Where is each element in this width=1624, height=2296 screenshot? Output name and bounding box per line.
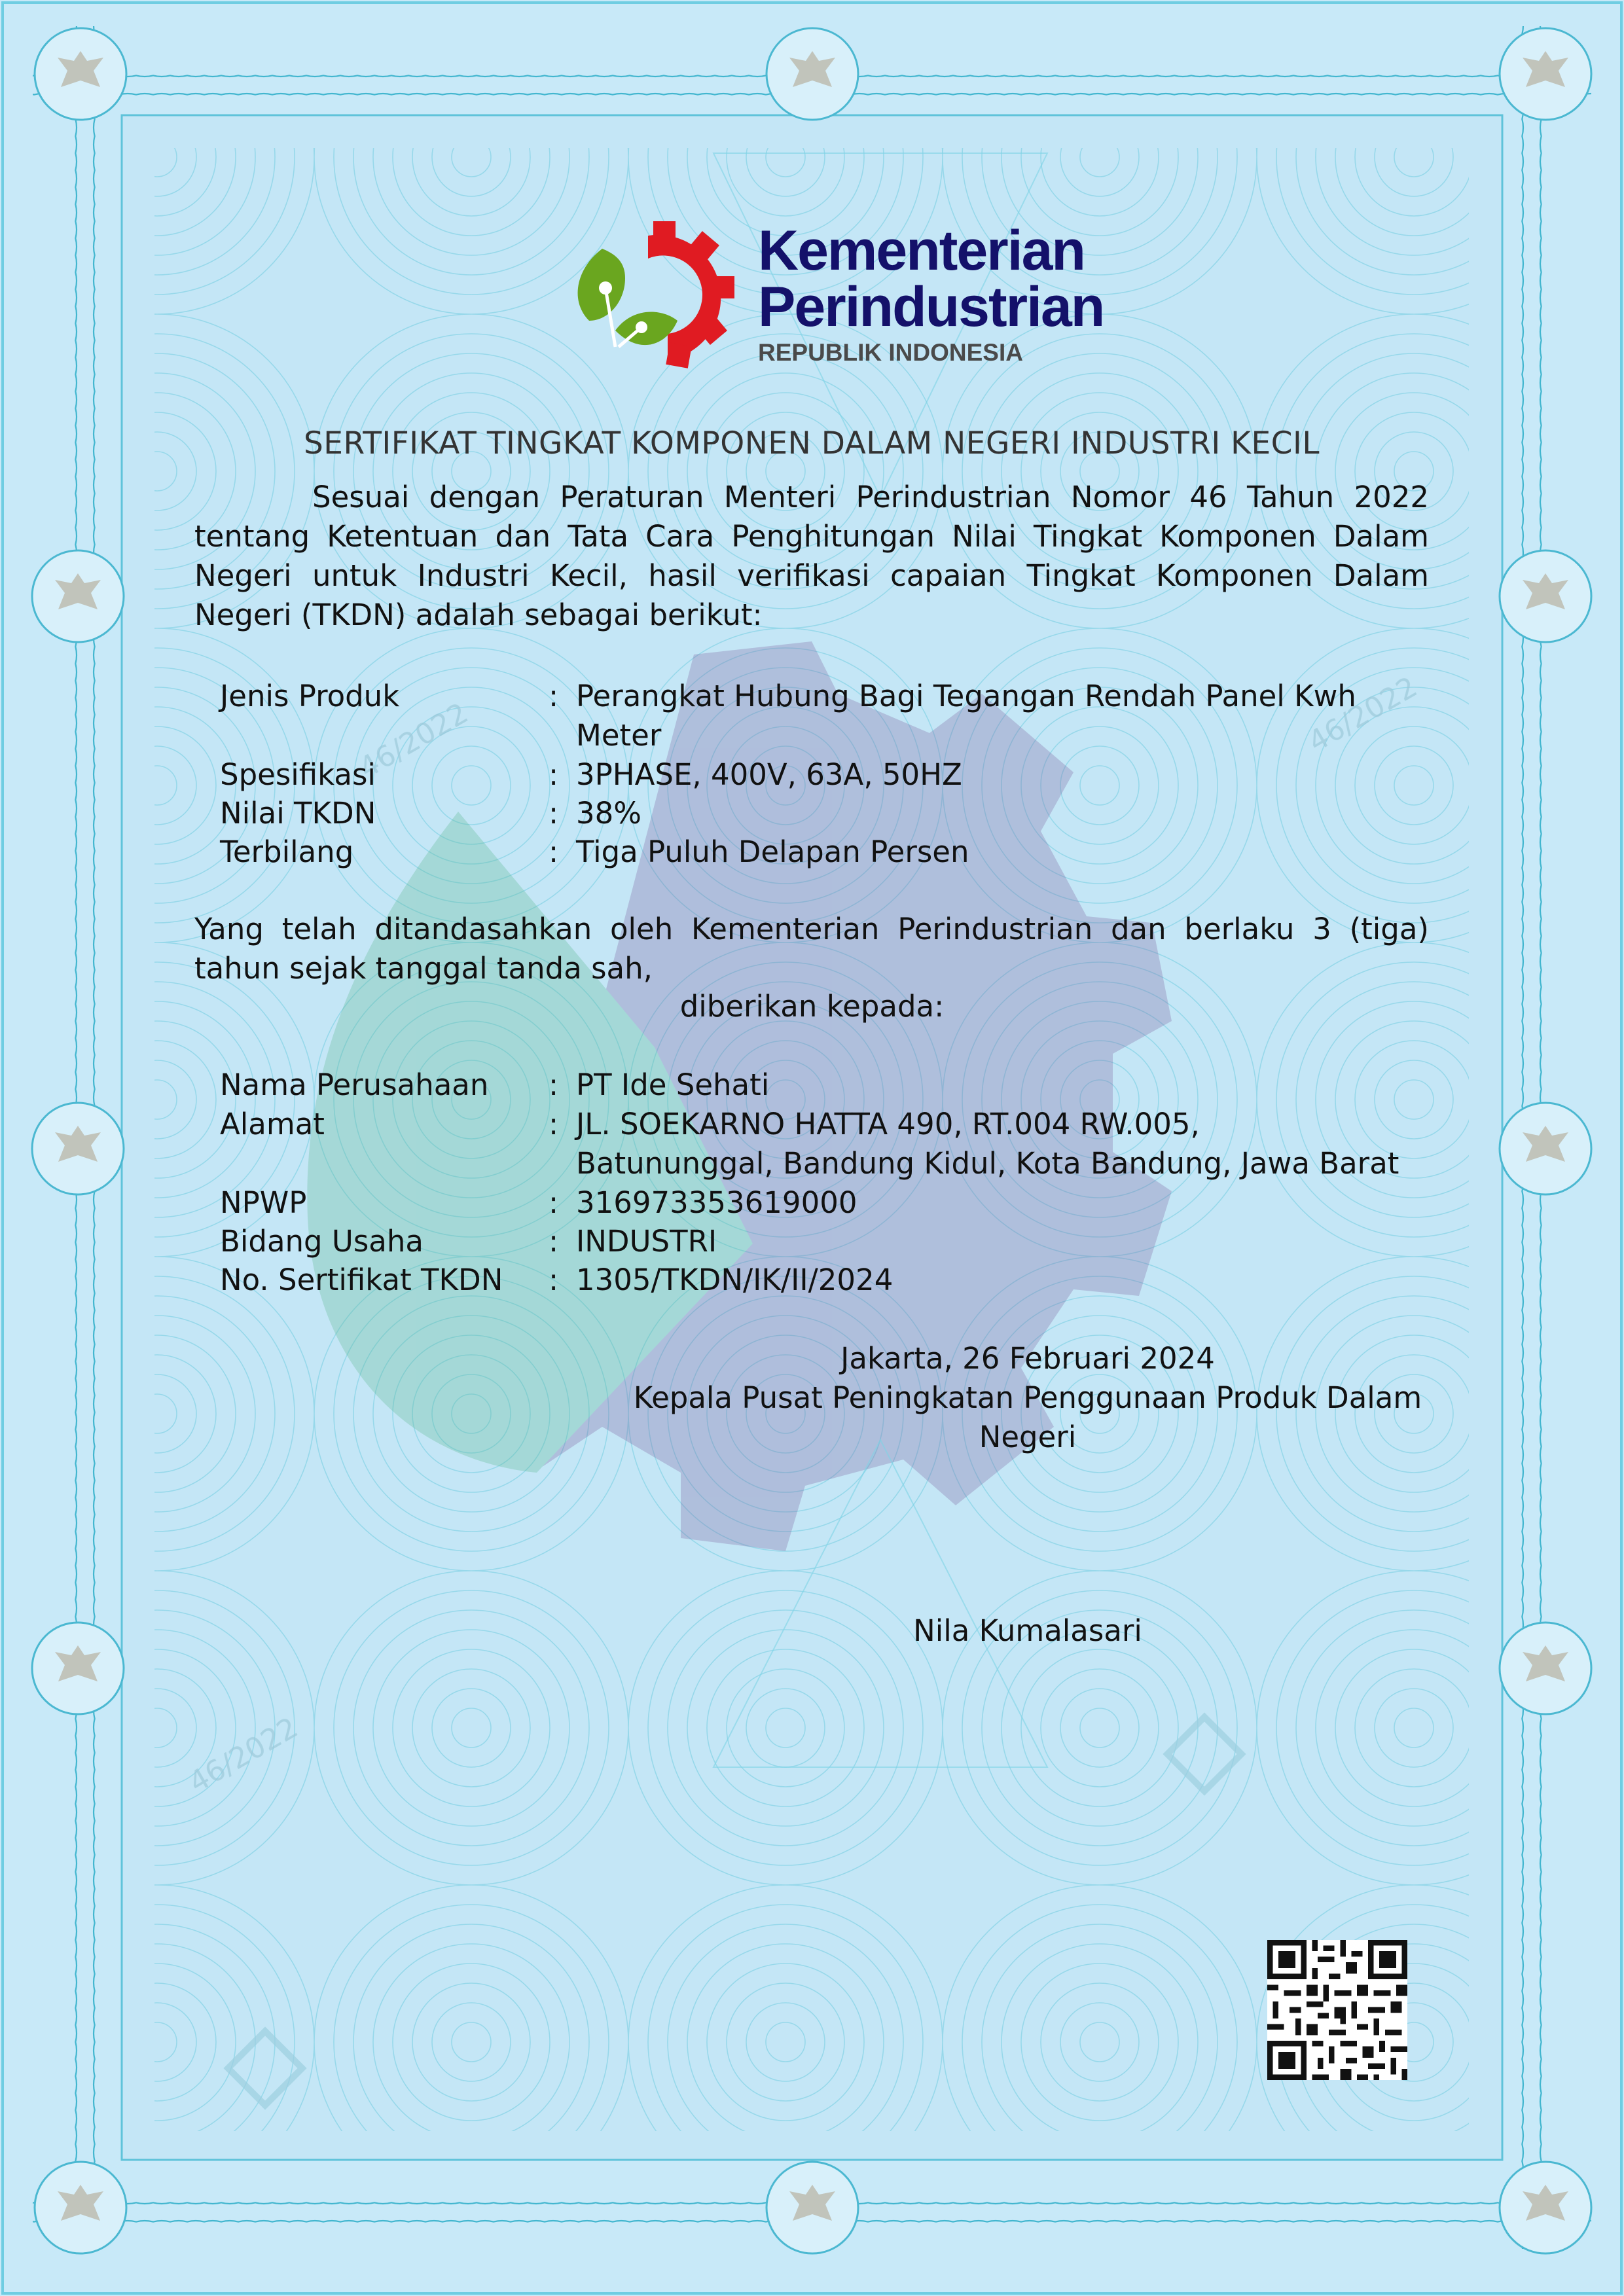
position-line-2: Negeri (979, 1420, 1077, 1454)
nama-perusahaan-label: Nama Perusahaan (220, 1067, 489, 1102)
garuda-emblem-icon (31, 2159, 130, 2257)
nama-perusahaan-value: PT Ide Sehati (576, 1067, 770, 1102)
no-sertifikat-value: 1305/TKDN/IK/II/2024 (576, 1263, 893, 1297)
alamat-label: Alamat (220, 1107, 325, 1141)
ministry-logo (569, 216, 1104, 380)
colon: : (549, 834, 559, 869)
npwp-value: 316973353619000 (576, 1185, 857, 1220)
colon: : (549, 757, 559, 792)
gear-leaf-logo-icon (569, 216, 746, 380)
garuda-emblem-icon (763, 25, 861, 123)
garuda-emblem-icon (29, 547, 127, 645)
garuda-emblem-icon (1496, 2159, 1595, 2257)
qr-code-icon (1267, 1940, 1407, 2080)
colon: : (549, 1185, 559, 1220)
colon: : (549, 1263, 559, 1297)
intro-paragraph: Sesuai dengan Peraturan Menteri Perindustrian Nomor 46 Tahun 2022 tentang Ketentuan dan Tata Cara Penghitungan Nilai Tingkat Komponen Dalam Negeri untuk Industri Kecil, hasil verifikasi capaian Tingkat Komponen Dalam Negeri (TKDN) adalah sebagai berikut: (194, 480, 1429, 632)
given-to-text: diberikan kepada: (679, 989, 945, 1024)
garuda-emblem-icon (1496, 25, 1595, 123)
terbilang-label: Terbilang (220, 834, 354, 869)
garuda-emblem-icon (31, 25, 130, 123)
alamat-line-2: Batununggal, Bandung Kidul, Kota Bandung, Jawa Barat (576, 1146, 1399, 1181)
garuda-emblem-icon (1496, 1100, 1595, 1198)
signer-name: Nila Kumalasari (913, 1613, 1142, 1648)
logo-line-2: Perindustrian (758, 276, 1104, 338)
terbilang-value: Tiga Puluh Delapan Persen (576, 834, 969, 869)
certificate-title: SERTIFIKAT TINGKAT KOMPONEN DALAM NEGERI INDUSTRI KECIL (303, 425, 1320, 461)
jenis-produk-value: Perangkat Hubung Bagi Tegangan Rendah Panel Kwh Meter (576, 679, 1356, 753)
npwp-label: NPWP (220, 1185, 307, 1220)
logo-line-3: REPUBLIK INDONESIA (758, 339, 1023, 366)
garuda-emblem-icon (763, 2159, 861, 2257)
colon: : (549, 796, 559, 831)
colon: : (549, 679, 559, 713)
garuda-emblem-icon (29, 1619, 127, 1717)
place-date: Jakarta, 26 Februari 2024 (840, 1341, 1215, 1376)
alamat-line-1: JL. SOEKARNO HATTA 490, RT.004 RW.005, (576, 1107, 1200, 1141)
colon: : (549, 1224, 559, 1259)
nilai-tkdn-value: 38% (576, 796, 642, 831)
garuda-emblem-icon (1496, 1619, 1595, 1717)
svg-text:46/2022: 46/2022 (353, 696, 474, 785)
svg-text:46/2022: 46/2022 (1303, 670, 1423, 759)
nilai-tkdn-label: Nilai TKDN (220, 796, 376, 831)
validity-paragraph: Yang telah ditandasahkan oleh Kementerian Perindustrian dan berlaku 3 (tiga) tahun sejak tanggal tanda sah, (194, 912, 1429, 986)
bidang-usaha-value: INDUSTRI (576, 1224, 717, 1259)
garuda-emblem-icon (29, 1100, 127, 1198)
spesifikasi-label: Spesifikasi (220, 757, 376, 792)
jenis-produk-label: Jenis Produk (220, 679, 400, 713)
bidang-usaha-label: Bidang Usaha (220, 1224, 424, 1259)
spesifikasi-value: 3PHASE, 400V, 63A, 50HZ (576, 757, 962, 792)
svg-text:46/2022: 46/2022 (183, 1710, 304, 1800)
colon: : (549, 1067, 559, 1102)
logo-line-1: Kementerian (758, 219, 1085, 282)
position-line-1: Kepala Pusat Peningkatan Penggunaan Produk Dalam (633, 1380, 1422, 1415)
no-sertifikat-label: No. Sertifikat TKDN (220, 1263, 503, 1297)
colon: : (549, 1107, 559, 1141)
garuda-emblem-icon (1496, 547, 1595, 645)
